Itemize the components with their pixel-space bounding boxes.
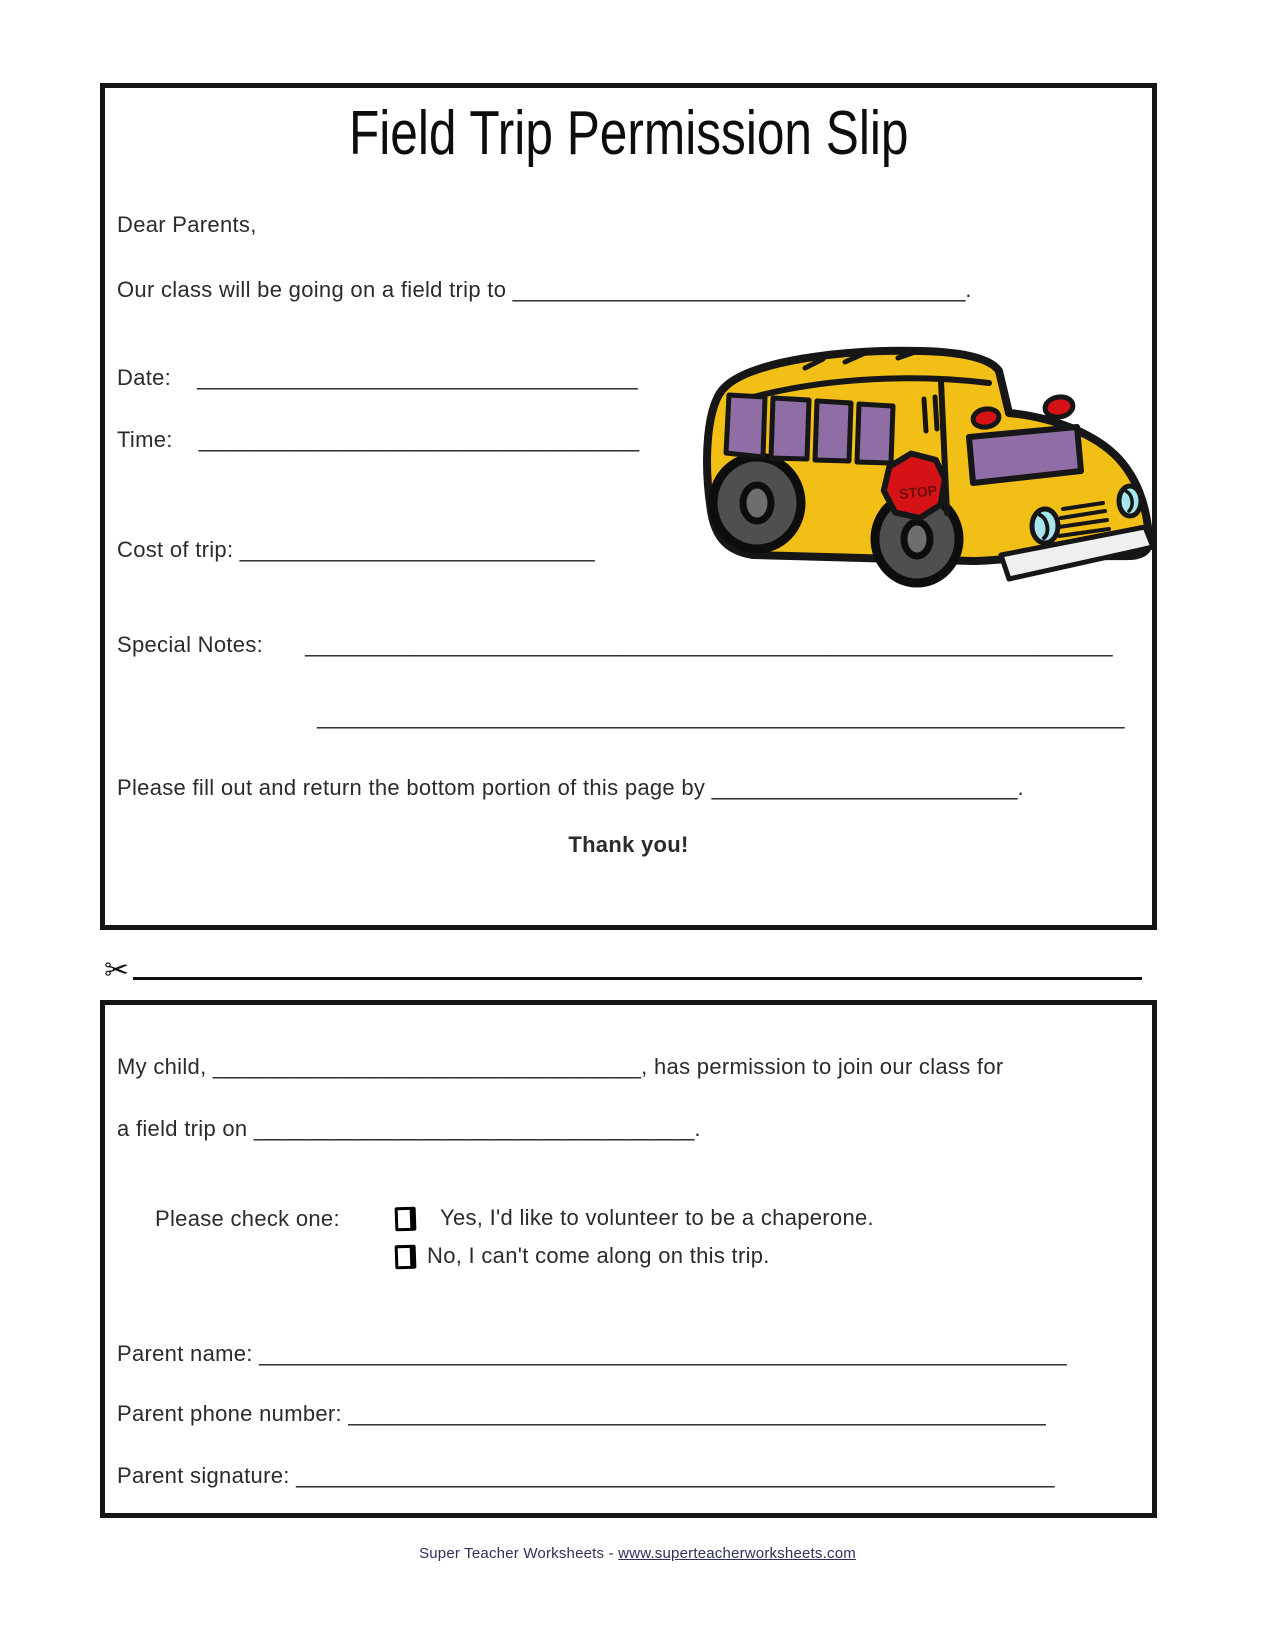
parent-name-line: Parent name: __________________________________________________________________: [117, 1341, 1067, 1366]
blank-line-parent-phone: _________________________________________________________: [348, 1401, 1046, 1426]
bus-rear-wheel: [713, 457, 801, 549]
footer: [0, 1545, 1275, 1562]
page-title: Field Trip Permission Slip: [348, 99, 909, 168]
school-bus-illustration: [693, 341, 1161, 593]
notes-line: Special Notes: __________________________________________________________________: [117, 632, 1113, 657]
blank-line-child-name: ___________________________________: [212, 1054, 642, 1079]
blank-line-parent-signature: ______________________________________________________________: [296, 1463, 1055, 1488]
trip-date-line: a field trip on ____________________________________.: [117, 1116, 701, 1141]
option-yes-text: Yes, I'd like to volunteer to be a chaperone.: [440, 1205, 874, 1230]
scissors-icon: ✂: [104, 953, 130, 988]
check-prompt: Please check one:: [155, 1206, 340, 1231]
blank-line-return-by: _________________________: [711, 775, 1018, 800]
svg-text:STOP: STOP: [898, 482, 938, 502]
blank-line-trip-date: ____________________________________: [253, 1116, 695, 1141]
blank-line-notes-1: __________________________________________________________________: [305, 632, 1113, 657]
blank-line-time: ____________________________________: [198, 427, 640, 452]
parent-phone-line: Parent phone number: _________________________________________________________: [117, 1401, 1046, 1426]
return-instruction-line: Please fill out and return the bottom portion of this page by _________________________.: [117, 775, 1024, 800]
cut-rule: [133, 977, 1142, 980]
blank-line-cost: _____________________________: [239, 537, 595, 562]
checkbox-yes-icon: [395, 1207, 417, 1232]
blank-line-date: ____________________________________: [197, 365, 638, 390]
bus-side-windows: [726, 395, 893, 463]
footer-site-label: Super Teacher Worksheets -: [419, 1545, 619, 1562]
cut-line: [100, 950, 1142, 994]
time-line: Time: ____________________________________: [117, 427, 640, 452]
blank-line-parent-name: __________________________________________________________________: [259, 1341, 1067, 1366]
permission-form-section: [100, 83, 1157, 930]
bus-windshield: [969, 427, 1081, 483]
notes-line-2: [317, 703, 1125, 731]
intro-line: Our class will be going on a field trip to _____________________________________.: [117, 277, 972, 302]
checkbox-no-icon: [395, 1245, 417, 1270]
salutation: Dear Parents,: [117, 212, 257, 237]
child-line: My child, ___________________________________, has permission to join our class for: [117, 1054, 1004, 1079]
footer-site-link[interactable]: www.superteacherworksheets.com: [618, 1545, 856, 1562]
date-line: Date: ____________________________________: [117, 365, 638, 390]
cost-line: Cost of trip: _____________________________: [117, 537, 595, 562]
blank-line-destination: _____________________________________: [512, 277, 966, 302]
parent-signature-line: Parent signature: ______________________________________________________________: [117, 1463, 1055, 1488]
thank-you-text: Thank you!: [568, 832, 689, 857]
option-no-text: No, I can't come along on this trip.: [427, 1243, 770, 1268]
blank-line-notes-2: __________________________________________________________________: [317, 704, 1125, 729]
return-slip-section: [100, 1000, 1157, 1518]
